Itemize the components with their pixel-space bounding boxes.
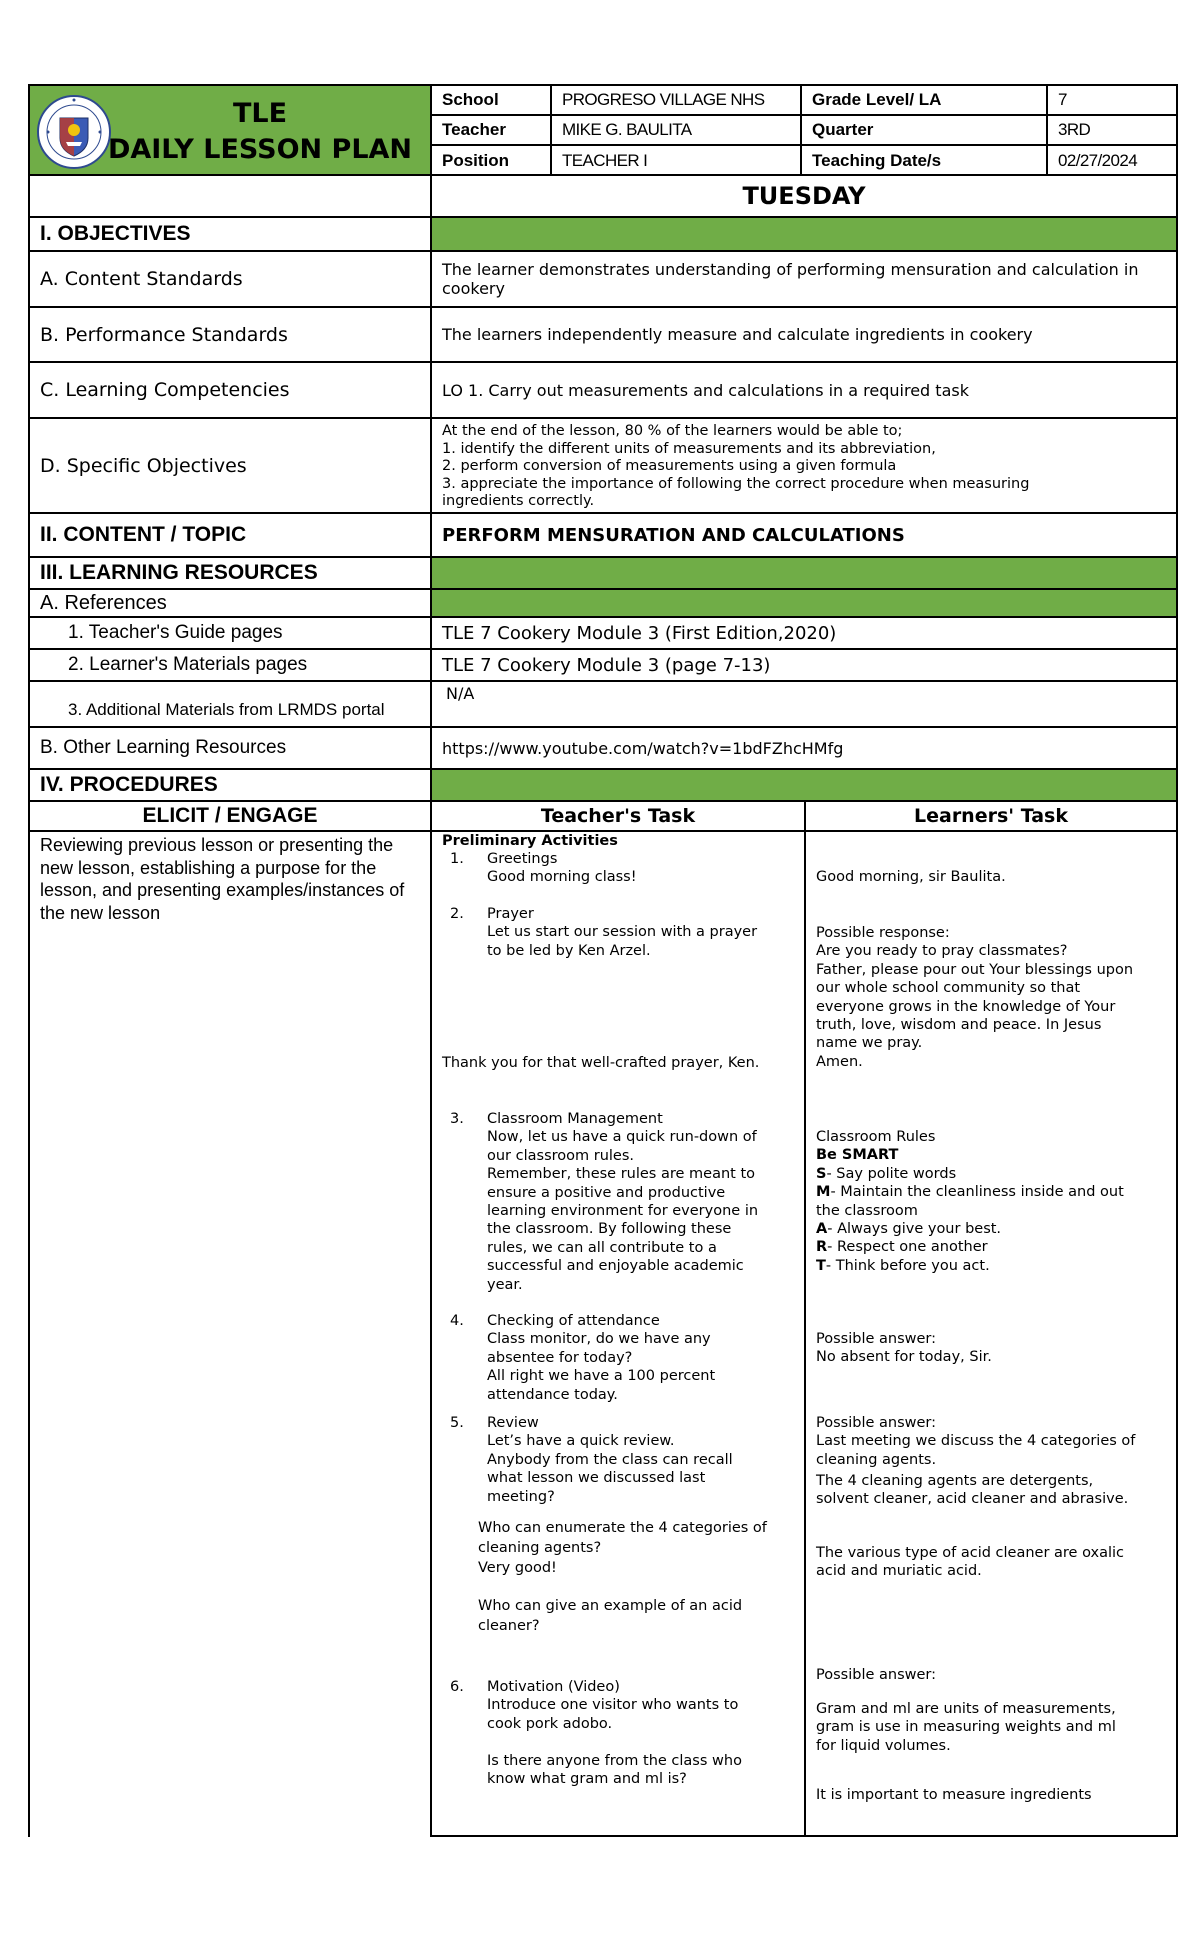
header-row: [28, 84, 1178, 176]
brand-block: [30, 86, 432, 174]
specific-objectives-cell: [432, 419, 1176, 512]
cm-line: Remember, these rules are meant to: [487, 1166, 755, 1183]
content-topic-value: PERFORM MENSURATION AND CALCULATIONS: [442, 524, 905, 546]
item-number: 2.: [450, 906, 464, 922]
motivation-title: Motivation (Video): [487, 1679, 620, 1695]
cm-line: successful and enjoyable academic: [487, 1258, 744, 1275]
day-row: [28, 176, 1178, 218]
school-value: PROGRESO VILLAGE NHS: [552, 86, 802, 116]
teachers-guide-label: 1. Teacher's Guide pages: [30, 618, 432, 648]
learners-materials-label: 2. Learner's Materials pages: [30, 650, 432, 680]
procedures-green-bar: [432, 770, 1176, 800]
gram-line: for liquid volumes.: [816, 1737, 951, 1754]
date-value: 02/27/2024: [1058, 151, 1138, 170]
attendance-title: Checking of attendance: [487, 1313, 660, 1329]
specific-line: 3. appreciate the importance of following the correct procedure when measuring: [442, 475, 1030, 492]
cm-line: rules, we can all contribute to a: [487, 1239, 717, 1256]
prayer-response: [816, 924, 1133, 1071]
learners-materials-value: TLE 7 Cookery Module 3 (page 7-13): [442, 654, 771, 676]
enum-line: cleaning agents?: [478, 1540, 602, 1556]
att-line: Possible answer:: [816, 1331, 937, 1347]
other-resources-link[interactable]: https://www.youtube.com/watch?v=1bdFZhcHMfg: [442, 738, 844, 758]
prayer-line: Amen.: [816, 1053, 863, 1070]
greetings-text: Good morning class!: [487, 869, 637, 886]
greetings-title: Greetings: [487, 851, 558, 867]
prayer-line: to be led by Ken Arzel.: [487, 942, 651, 959]
specific-objectives-text: [442, 422, 1029, 511]
content-topic-row: [28, 514, 1178, 558]
objectives-heading-row: [28, 218, 1178, 252]
day-label: TUESDAY: [742, 182, 866, 210]
item-number: 5.: [450, 1415, 464, 1431]
acid-line: cleaner?: [478, 1618, 540, 1634]
enumerate-block: [478, 1518, 767, 1578]
procedures-heading-row: [28, 770, 1178, 802]
rule-line: [816, 1257, 1124, 1275]
prayer-line: name we pray.: [816, 1035, 923, 1052]
rule-text: - Maintain the cleanliness inside and out: [830, 1184, 1124, 1201]
gram-answer-block: [816, 1700, 1116, 1755]
elicit-engage-header: ELICIT / ENGAGE: [30, 802, 432, 830]
gram-answer-title: Possible answer:: [816, 1667, 937, 1683]
greetings-block: [487, 850, 637, 887]
item-number: 1.: [450, 851, 464, 867]
rule-text: - Think before you act.: [825, 1257, 990, 1274]
att-line: attendance today.: [487, 1386, 618, 1403]
classroom-management-title: Classroom Management: [487, 1111, 663, 1127]
teachers-guide-value: TLE 7 Cookery Module 3 (First Edition,2020): [442, 622, 837, 644]
att-line: absentee for today?: [487, 1349, 633, 1366]
enum-line: Very good!: [478, 1560, 557, 1576]
competencies-label: C. Learning Competencies: [30, 363, 432, 417]
rev-line: Possible answer:: [816, 1415, 937, 1431]
acid-line: The various type of acid cleaner are oxalic: [816, 1545, 1125, 1561]
item-number: 3.: [450, 1111, 464, 1127]
item-number: 4.: [450, 1313, 464, 1329]
cm-line: year.: [487, 1276, 523, 1293]
item-number: 6.: [450, 1679, 464, 1695]
lesson-plan-sheet: [28, 84, 1178, 1837]
references-label: A. References: [30, 590, 432, 616]
teacher-value: MIKE G. BAULITA: [552, 116, 802, 146]
agents-line: The 4 cleaning agents are detergents,: [816, 1473, 1094, 1489]
references-green-bar: [432, 590, 1176, 616]
specific-line: 1. identify the different units of measurements and its abbreviation,: [442, 440, 936, 457]
rule-line: [816, 1220, 1124, 1238]
resources-heading: III. LEARNING RESOURCES: [30, 558, 432, 588]
prayer-line: truth, love, wisdom and peace. In Jesus: [816, 1017, 1102, 1034]
rule-line: [816, 1202, 1124, 1220]
mot-line: Introduce one visitor who wants to: [487, 1697, 739, 1714]
attendance-response: [816, 1330, 992, 1367]
competencies-row: [28, 363, 1178, 419]
rule-key: S: [816, 1165, 827, 1182]
position-label: Position: [432, 146, 552, 176]
att-line: Class monitor, do we have any: [487, 1331, 711, 1348]
agents-line: solvent cleaner, acid cleaner and abrasive.: [816, 1491, 1129, 1508]
rule-key: A: [816, 1221, 828, 1238]
review-response: [816, 1414, 1135, 1469]
greeting-response: Good morning, sir Baulita.: [816, 869, 1006, 885]
grade-value: 7: [1048, 86, 1176, 116]
procedures-columns-row: [28, 802, 1178, 832]
rule-text: - Say polite words: [826, 1165, 957, 1182]
content-standards-row: [28, 252, 1178, 308]
rev-line: Let’s have a quick review.: [487, 1433, 675, 1450]
objectives-green-bar: [432, 218, 1176, 250]
rules-be-smart: Be SMART: [816, 1147, 899, 1164]
attendance-block: [487, 1312, 715, 1404]
specific-line: At the end of the lesson, 80 % of the learners would be able to;: [442, 423, 903, 439]
elicit-description: Reviewing previous lesson or presenting the new lesson, establishing a purpose for the lesson, and presenting examples/instances of the new lesson: [30, 832, 432, 1837]
performance-standards-row: [28, 308, 1178, 363]
cm-line: the classroom. By following these: [487, 1221, 732, 1238]
gram-line: gram is use in measuring weights and ml: [816, 1719, 1116, 1736]
prayer-line: our whole school community so that: [816, 980, 1081, 997]
rule-line: [816, 1238, 1124, 1256]
rev-line: cleaning agents.: [816, 1451, 937, 1468]
classroom-rules-block: [816, 1128, 1124, 1275]
learners-materials-row: [28, 650, 1178, 682]
competencies-text: LO 1. Carry out measurements and calculations in a required task: [442, 380, 969, 400]
title-line-1: TLE: [232, 98, 288, 129]
att-line: No absent for today, Sir.: [816, 1349, 992, 1366]
quarter-label: Quarter: [802, 116, 1048, 146]
prayer-line: Possible response:: [816, 925, 950, 941]
other-resources-row: [28, 728, 1178, 770]
gram-question-block: [487, 1752, 742, 1789]
rev-line: meeting?: [487, 1488, 555, 1505]
preliminary-title: Preliminary Activities: [442, 833, 618, 849]
performance-standards-label: B. Performance Standards: [30, 308, 432, 361]
prayer-block: [487, 905, 757, 960]
rule-key: M: [816, 1184, 831, 1201]
performance-standards-text: The learners independently measure and calculate ingredients in cookery: [442, 325, 1033, 344]
att-line: All right we have a 100 percent: [487, 1368, 716, 1385]
thanks-text: Thank you for that well-crafted prayer, Ken.: [442, 1055, 760, 1071]
objectives-heading: I. OBJECTIVES: [30, 218, 432, 250]
acid-line: Who can give an example of an acid: [478, 1598, 743, 1614]
info-grid: [432, 86, 1176, 174]
review-block: [487, 1414, 733, 1506]
motivation-block: [487, 1678, 738, 1733]
ask-line: know what gram and ml is?: [487, 1771, 687, 1788]
school-label: School: [432, 86, 552, 116]
cm-line: ensure a positive and productive: [487, 1184, 726, 1201]
resources-green-bar: [432, 558, 1176, 588]
gram-line: Gram and ml are units of measurements,: [816, 1701, 1116, 1717]
cleaning-agents-response: [816, 1472, 1128, 1509]
position-value: TEACHER I: [552, 146, 802, 176]
specific-line: 2. perform conversion of measurements using a given formula: [442, 458, 897, 474]
references-row: [28, 590, 1178, 618]
rev-line: Anybody from the class can recall: [487, 1451, 733, 1468]
rev-line: what lesson we discussed last: [487, 1470, 706, 1487]
lrmds-row: [28, 682, 1178, 728]
review-title: Review: [487, 1415, 539, 1431]
mot-line: cook pork adobo.: [487, 1715, 613, 1732]
learners-task-header: Learners' Task: [914, 805, 1068, 827]
teacher-label: Teacher: [432, 116, 552, 146]
date-label: Teaching Date/s: [802, 146, 1048, 176]
specific-objectives-row: [28, 419, 1178, 514]
content-standards-label: A. Content Standards: [30, 252, 432, 306]
rule-key: R: [816, 1239, 828, 1256]
rule-text: the classroom: [816, 1202, 918, 1219]
cm-line: learning environment for everyone in: [487, 1203, 759, 1220]
grade-label: Grade Level/ LA: [802, 86, 1048, 116]
prayer-line: everyone grows in the knowledge of Your: [816, 998, 1116, 1015]
rule-text: - Always give your best.: [827, 1221, 1002, 1238]
specific-objectives-label: D. Specific Objectives: [30, 419, 432, 512]
rev-line: Last meeting we discuss the 4 categories of: [816, 1433, 1136, 1450]
teachers-task-header: Teacher's Task: [432, 802, 806, 830]
plan-title: [90, 96, 430, 168]
quarter-value: 3RD: [1048, 116, 1176, 146]
day-blank: [30, 176, 432, 216]
title-line-2: DAILY LESSON PLAN: [107, 134, 413, 165]
teachers-task-cell: [432, 832, 806, 1837]
acid-question-block: [478, 1596, 742, 1636]
rule-line: [816, 1183, 1124, 1201]
prayer-title: Prayer: [487, 906, 534, 922]
procedures-heading: IV. PROCEDURES: [30, 770, 432, 800]
enum-line: Who can enumerate the 4 categories of: [478, 1520, 767, 1536]
procedures-body-row: [28, 832, 1178, 1837]
acid-cleaner-response: [816, 1544, 1124, 1581]
acid-line: acid and muriatic acid.: [816, 1563, 982, 1580]
cm-line: Now, let us have a quick run-down of: [487, 1129, 757, 1146]
learners-task-cell: [806, 832, 1176, 1837]
rule-key: T: [816, 1257, 826, 1274]
prayer-line: Let us start our session with a prayer: [487, 924, 758, 941]
rules-title: Classroom Rules: [816, 1129, 936, 1145]
specific-line: ingredients correctly.: [442, 493, 595, 509]
content-standards-text: The learner demonstrates understanding of performing mensuration and calculation in cookery: [442, 260, 1139, 298]
importance-text: It is important to measure ingredients: [816, 1787, 1092, 1803]
prayer-line: Father, please pour out Your blessings upon: [816, 961, 1134, 978]
resources-heading-row: [28, 558, 1178, 590]
prayer-line: Are you ready to pray classmates?: [816, 943, 1068, 960]
rule-text: - Respect one another: [827, 1239, 988, 1256]
ask-line: Is there anyone from the class who: [487, 1753, 742, 1769]
lrmds-label: 3. Additional Materials from LRMDS portal: [30, 682, 432, 726]
content-topic-heading: II. CONTENT / TOPIC: [30, 514, 432, 556]
other-resources-label: B. Other Learning Resources: [30, 728, 432, 768]
teachers-guide-row: [28, 618, 1178, 650]
cm-line: our classroom rules.: [487, 1147, 635, 1164]
classroom-management-block: [487, 1110, 758, 1294]
lrmds-value: N/A: [446, 684, 475, 703]
rule-line: [816, 1165, 1124, 1183]
